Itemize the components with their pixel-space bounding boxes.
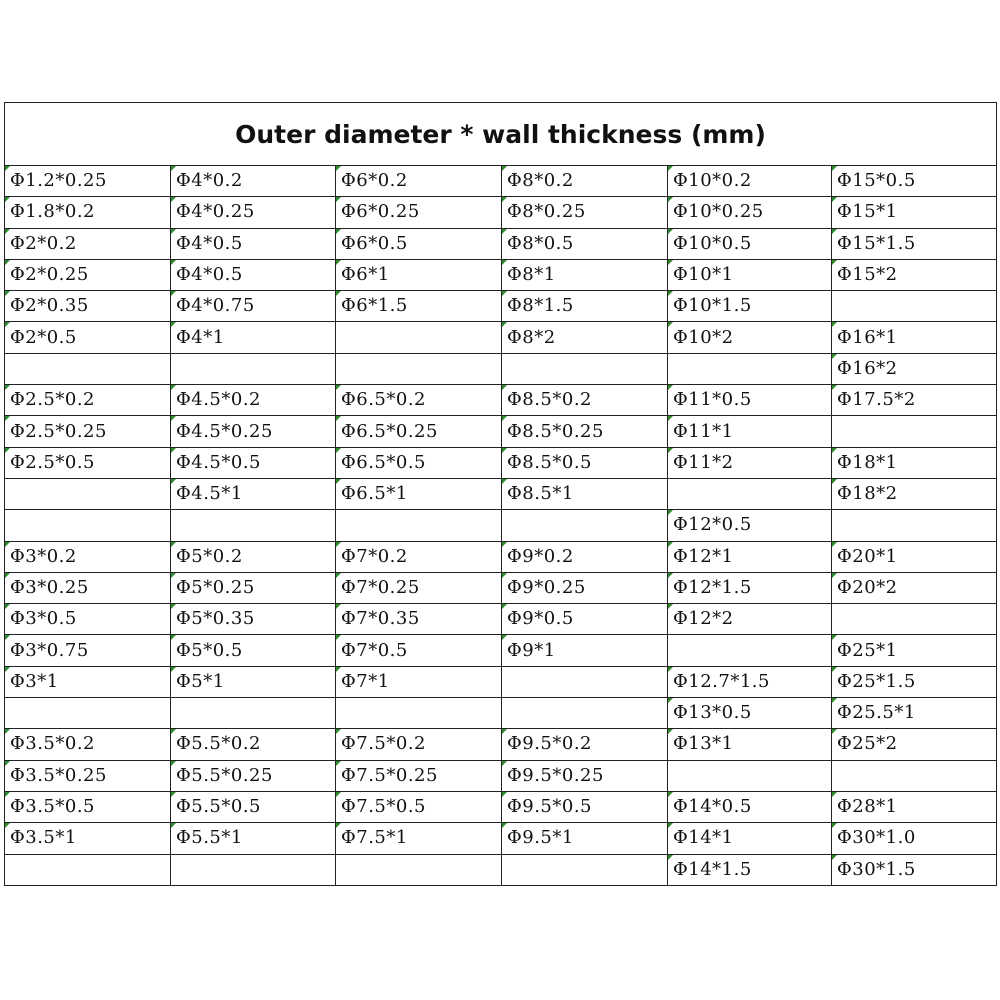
table-cell: Φ2*0.35 [5,291,171,322]
table-cell: Φ8*1 [502,259,668,290]
table-row [5,604,997,635]
table-row [5,635,997,666]
table-cell: Φ8*1.5 [502,291,668,322]
table-cell: Φ8.5*1 [502,478,668,509]
table-cell: Φ3*0.25 [5,572,171,603]
table-row [5,385,997,416]
table-cell: Φ7*0.35 [336,604,502,635]
table-cell: Φ3*0.5 [5,604,171,635]
table-cell: Φ3.5*0.5 [5,791,171,822]
table-row [5,416,997,447]
table-cell [171,854,336,885]
table-cell: Φ4*0.2 [171,166,336,197]
table-row [5,259,997,290]
table-cell: Φ8.5*0.5 [502,447,668,478]
table-cell: Φ11*0.5 [668,385,832,416]
table-cell: Φ10*0.2 [668,166,832,197]
table-cell: Φ6*0.25 [336,197,502,228]
table-cell [668,635,832,666]
table-row [5,166,997,197]
table-cell: Φ9*0.2 [502,541,668,572]
table-cell: Φ6*0.5 [336,228,502,259]
table-cell [171,510,336,541]
table-cell [5,510,171,541]
table-row [5,666,997,697]
table-cell: Φ18*2 [832,478,997,509]
table-cell: Φ9.5*0.5 [502,791,668,822]
table-cell: Φ8*0.25 [502,197,668,228]
table-cell [5,854,171,885]
table-cell: Φ2.5*0.5 [5,447,171,478]
table-cell: Φ12*1 [668,541,832,572]
table-cell [832,416,997,447]
table-cell [502,510,668,541]
table-cell: Φ7*1 [336,666,502,697]
table-cell: Φ4*1 [171,322,336,353]
title-row [5,103,997,166]
table-cell: Φ8*0.2 [502,166,668,197]
table-cell: Φ7.5*0.5 [336,791,502,822]
table-cell [832,760,997,791]
table-cell: Φ4.5*0.25 [171,416,336,447]
table-cell: Φ7*0.2 [336,541,502,572]
table-cell: Φ25*1 [832,635,997,666]
table-cell: Φ13*0.5 [668,698,832,729]
table-cell: Φ9.5*0.2 [502,729,668,760]
table-cell: Φ20*1 [832,541,997,572]
table-title: Outer diameter * wall thickness (mm) [5,103,997,166]
table-cell: Φ7.5*1 [336,823,502,854]
table-cell: Φ4*0.5 [171,259,336,290]
table-cell: Φ15*0.5 [832,166,997,197]
table-cell: Φ25*1.5 [832,666,997,697]
table-cell: Φ9*1 [502,635,668,666]
table-row [5,447,997,478]
table-cell: Φ13*1 [668,729,832,760]
table-row [5,478,997,509]
table-cell: Φ5*0.35 [171,604,336,635]
table-row [5,698,997,729]
table-cell: Φ1.8*0.2 [5,197,171,228]
table-cell: Φ25*2 [832,729,997,760]
table-cell: Φ11*1 [668,416,832,447]
table-cell [171,353,336,384]
table-cell: Φ4.5*0.5 [171,447,336,478]
table-cell: Φ5*0.2 [171,541,336,572]
table-cell: Φ25.5*1 [832,698,997,729]
table-cell: Φ10*0.5 [668,228,832,259]
table-cell [336,698,502,729]
table-cell: Φ9.5*1 [502,823,668,854]
table-cell: Φ4.5*0.2 [171,385,336,416]
table-cell: Φ30*1.0 [832,823,997,854]
table-cell: Φ3*1 [5,666,171,697]
table-cell: Φ5.5*0.5 [171,791,336,822]
table-cell [502,666,668,697]
table-cell: Φ8.5*0.2 [502,385,668,416]
table-cell: Φ6.5*0.2 [336,385,502,416]
table-cell: Φ14*0.5 [668,791,832,822]
table-cell: Φ5*0.25 [171,572,336,603]
table-cell [336,510,502,541]
table-cell: Φ7*0.25 [336,572,502,603]
table-row [5,854,997,885]
table-cell [668,478,832,509]
table-row [5,322,997,353]
table-cell: Φ20*2 [832,572,997,603]
table-cell: Φ11*2 [668,447,832,478]
table-cell: Φ30*1.5 [832,854,997,885]
table-cell: Φ12*1.5 [668,572,832,603]
table-cell: Φ14*1 [668,823,832,854]
table-cell: Φ14*1.5 [668,854,832,885]
table-row [5,729,997,760]
table-cell: Φ12*0.5 [668,510,832,541]
table-row [5,823,997,854]
table-cell: Φ6*0.2 [336,166,502,197]
table-cell [5,478,171,509]
table-cell: Φ15*2 [832,259,997,290]
table-cell: Φ9.5*0.25 [502,760,668,791]
table-cell [502,698,668,729]
table-cell: Φ8*2 [502,322,668,353]
table-row [5,510,997,541]
table-cell: Φ7.5*0.25 [336,760,502,791]
table-cell [832,510,997,541]
table-cell [668,353,832,384]
table-cell: Φ6.5*0.25 [336,416,502,447]
table-cell: Φ5.5*1 [171,823,336,854]
table-cell: Φ3.5*1 [5,823,171,854]
table-row [5,228,997,259]
table-cell: Φ16*2 [832,353,997,384]
table-cell [336,322,502,353]
table-cell: Φ3.5*0.2 [5,729,171,760]
table-cell [5,698,171,729]
table-cell: Φ17.5*2 [832,385,997,416]
table-cell [502,353,668,384]
table-cell: Φ12*2 [668,604,832,635]
table-cell: Φ2*0.25 [5,259,171,290]
table-cell: Φ6.5*0.5 [336,447,502,478]
table-cell: Φ5*1 [171,666,336,697]
table-cell [502,854,668,885]
table-row [5,791,997,822]
table-row [5,760,997,791]
table-cell: Φ9*0.5 [502,604,668,635]
table-cell: Φ2.5*0.25 [5,416,171,447]
table-cell: Φ3.5*0.25 [5,760,171,791]
table-cell: Φ8*0.5 [502,228,668,259]
table-cell: Φ4*0.5 [171,228,336,259]
table-cell: Φ15*1 [832,197,997,228]
table-row [5,541,997,572]
table-row [5,572,997,603]
table-cell [832,604,997,635]
table-cell [5,353,171,384]
table-cell: Φ6*1 [336,259,502,290]
table-cell: Φ10*1.5 [668,291,832,322]
table-cell: Φ6*1.5 [336,291,502,322]
table-row [5,197,997,228]
table-cell: Φ5.5*0.2 [171,729,336,760]
table-cell: Φ8.5*0.25 [502,416,668,447]
table-cell: Φ4*0.75 [171,291,336,322]
table-cell: Φ2*0.2 [5,228,171,259]
table-cell: Φ2.5*0.2 [5,385,171,416]
table-body [5,166,997,886]
table-cell: Φ5*0.5 [171,635,336,666]
table-cell: Φ16*1 [832,322,997,353]
table-cell: Φ9*0.25 [502,572,668,603]
table-cell [668,760,832,791]
table-row [5,353,997,384]
table-row [5,291,997,322]
table-cell: Φ18*1 [832,447,997,478]
table-cell: Φ10*2 [668,322,832,353]
table-cell: Φ10*1 [668,259,832,290]
table-cell: Φ2*0.5 [5,322,171,353]
table-cell: Φ4.5*1 [171,478,336,509]
table-cell [336,353,502,384]
table-cell: Φ7.5*0.2 [336,729,502,760]
table-cell: Φ7*0.5 [336,635,502,666]
spec-table [4,102,997,886]
table-cell: Φ10*0.25 [668,197,832,228]
table-cell: Φ15*1.5 [832,228,997,259]
table-cell: Φ28*1 [832,791,997,822]
table-cell: Φ4*0.25 [171,197,336,228]
table-cell: Φ6.5*1 [336,478,502,509]
table-cell: Φ1.2*0.25 [5,166,171,197]
table-cell [171,698,336,729]
table-cell: Φ5.5*0.25 [171,760,336,791]
table-cell [832,291,997,322]
table-cell: Φ3*0.75 [5,635,171,666]
table-cell [336,854,502,885]
table-cell: Φ3*0.2 [5,541,171,572]
table-cell: Φ12.7*1.5 [668,666,832,697]
